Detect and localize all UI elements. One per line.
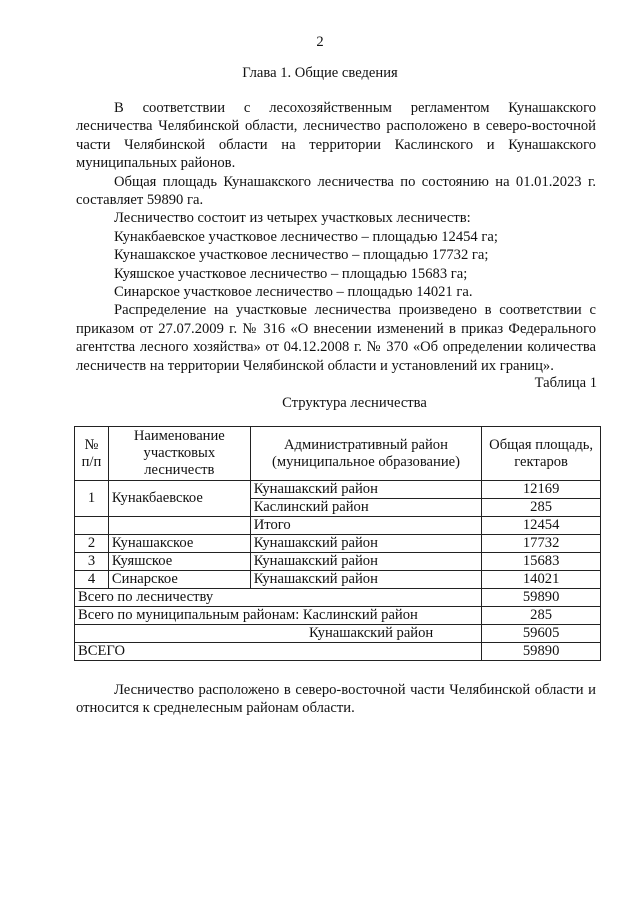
empty-cell [108, 517, 250, 535]
row-forestry-name: Кунашакское [108, 535, 250, 553]
row-number: 1 [75, 481, 109, 517]
table-row-total-forestry [75, 589, 601, 607]
chapter-title: Глава 1. Общие сведения [242, 65, 398, 81]
paragraph-composition: Лесничество состоит из четырех участковых лесничеств: [114, 210, 471, 227]
row-district: Кунашакский район [250, 535, 482, 553]
row-forestry-name: Куяшское [108, 553, 250, 571]
row-district: Кунашакский район [250, 553, 482, 571]
subtotal-label: Итого [250, 517, 482, 535]
row-number: 3 [75, 553, 109, 571]
table-row [75, 481, 601, 499]
row-area: 14021 [482, 571, 601, 589]
header-district: Административный район (муниципальное образование) [250, 427, 482, 481]
row-number: 2 [75, 535, 109, 553]
row-district: Кунашакский район [250, 571, 482, 589]
closing-text [76, 681, 596, 718]
row-district: Кунашакский район [250, 481, 482, 499]
forestry-structure-table [74, 426, 601, 661]
grand-total-label: ВСЕГО [75, 643, 482, 661]
paragraph-closing: Лесничество расположено в северо-восточной части Челябинской области и относится к среднелесным районам области. [76, 682, 596, 717]
total-kaslinsky-area: 285 [482, 607, 601, 625]
table-row-grand-total [75, 643, 601, 661]
row-district: Каслинский район [250, 499, 482, 517]
row-area: 285 [482, 499, 601, 517]
list-item: Куяшское участковое лесничество – площадью 15683 га; [114, 265, 468, 282]
row-forestry-name: Кунакбаевское [108, 481, 250, 517]
subtotal-area: 12454 [482, 517, 601, 535]
row-area: 12169 [482, 481, 601, 499]
intro-text [76, 99, 596, 375]
row-area: 17732 [482, 535, 601, 553]
empty-cell [75, 517, 109, 535]
grand-total-area: 59890 [482, 643, 601, 661]
table-row-total-kunashaksky [75, 625, 601, 643]
row-number: 4 [75, 571, 109, 589]
paragraph-regulation: В соответствии с лесохозяйственным регламентом Кунашакского лесничества Челябинской области, лесничество расположено в северо-восточной части Челябинской области на территории Каслинского и Кунашакского муниципальных районов. [76, 100, 596, 172]
header-number: № п/п [75, 427, 109, 481]
paragraph-order: Распределение на участковые лесничества произведено в соответствии с приказом от 27.07.2009 г. № 316 «О внесении изменений в приказ Федерального агентства лесного хозяйства» от 04.12.2008 г. № 370 «Об определении количества лесничеств на территории Челябинской области и установлений их границ». [76, 302, 596, 374]
table-row [75, 553, 601, 571]
table-row [75, 535, 601, 553]
header-area: Общая площадь, гектаров [482, 427, 601, 481]
kunashaksky-area: 59605 [482, 625, 601, 643]
table-row [75, 571, 601, 589]
header-name: Наименование участковых лесничеств [108, 427, 250, 481]
total-forestry-area: 59890 [482, 589, 601, 607]
table-label: Таблица 1 [534, 375, 597, 391]
row-forestry-name: Синарское [108, 571, 250, 589]
row-area: 15683 [482, 553, 601, 571]
page-number: 2 [316, 34, 324, 50]
table-row-total-kaslinsky [75, 607, 601, 625]
table-row-subtotal [75, 517, 601, 535]
total-districts-label: Всего по муниципальным районам: Каслинский район [75, 607, 482, 625]
list-item: Кунашакское участковое лесничество – площадью 17732 га; [114, 247, 489, 264]
list-item: Синарское участковое лесничество – площадью 14021 га. [114, 284, 473, 301]
list-item: Кунакбаевское участковое лесничество – площадью 12454 га; [114, 228, 498, 245]
total-forestry-label: Всего по лесничеству [75, 589, 482, 607]
table-caption: Структура лесничества [282, 395, 427, 411]
paragraph-total-area: Общая площадь Кунашакского лесничества по состоянию на 01.01.2023 г. составляет 59890 га. [76, 173, 596, 209]
kunashaksky-label: Кунашакский район [75, 625, 482, 643]
table-header-row [75, 427, 601, 481]
